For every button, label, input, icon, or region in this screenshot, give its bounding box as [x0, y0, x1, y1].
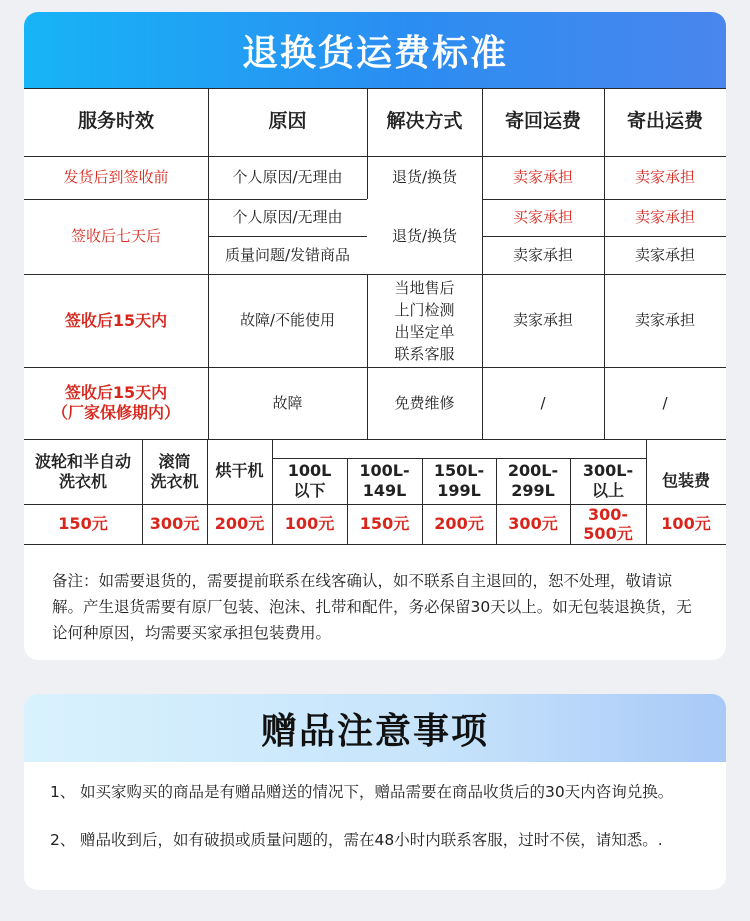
gift-item — [50, 828, 710, 852]
return-policy-card — [24, 12, 726, 660]
row1-reason: 个人原因/无理由 — [232, 168, 343, 187]
row3-return-fee: 卖家承担 — [512, 311, 573, 330]
pack-header-fee: 包装费 — [661, 470, 710, 490]
gift-item — [50, 780, 710, 804]
return-policy-title: 退换货运费标准 — [24, 12, 726, 88]
pack-price-fee: 100元 — [661, 514, 711, 533]
pack-header-300l: 300L- 以上 — [582, 461, 634, 500]
pack-header-149l: 100L- 149L — [359, 461, 410, 500]
row4-send-fee: / — [662, 393, 668, 412]
row4-solution: 免费维修 — [394, 393, 455, 412]
row2a-send-fee: 卖家承担 — [634, 208, 695, 227]
gift-item-number: 2、 — [50, 831, 76, 849]
gift-notice-title: 赠品注意事项 — [24, 694, 726, 762]
pack-price-pulsator: 150元 — [58, 514, 108, 533]
row4-return-fee: / — [540, 393, 546, 412]
remark-text: 备注：如需要退货的，需要提前联系在线客确认，如不联系自主退回的，恕不处理，敬请谅解。产生退货需要有原厂包装、泡沫、扎带和配件，务必保留30天以上。如无包装退换货，无论何种原因，均需要买家承担包装费用。 — [52, 572, 692, 642]
row4-reason: 故障 — [272, 393, 303, 412]
pack-price-149l: 150元 — [359, 514, 410, 533]
header-service-time: 服务时效 — [77, 110, 154, 133]
pack-header-299l: 200L- 299L — [507, 461, 559, 500]
pack-price-100l: 100元 — [284, 514, 335, 533]
header-reason: 原因 — [268, 110, 307, 133]
pack-price-300l: 300- 500元 — [583, 505, 633, 543]
header-send-fee: 寄出运费 — [626, 110, 703, 133]
pack-price-drum: 300元 — [149, 514, 200, 533]
row3-send-fee: 卖家承担 — [634, 311, 695, 330]
row1-solution: 退货/换货 — [391, 168, 458, 187]
row3-solution: 当地售后 上门检测 出坚定单 联系客服 — [394, 278, 455, 363]
row3-time: 签收后15天内 — [64, 310, 168, 330]
pack-price-299l: 300元 — [508, 514, 558, 533]
row4-time: 签收后15天内 （厂家保修期内） — [51, 383, 180, 422]
pack-header-199l: 150L- 199L — [433, 461, 485, 500]
row1-time: 发货后到签收前 — [63, 168, 169, 187]
row2-solution: 退货/换货 — [367, 199, 482, 274]
row2a-reason: 个人原因/无理由 — [232, 208, 343, 227]
pack-header-100l: 100L 以下 — [287, 461, 332, 500]
pack-price-dryer: 200元 — [214, 514, 265, 533]
row2-time: 签收后七天后 — [70, 227, 161, 246]
row3-reason: 故障/不能使用 — [239, 311, 336, 330]
row2b-send-fee: 卖家承担 — [634, 245, 695, 264]
gift-item-number: 1、 — [50, 783, 76, 801]
pack-header-drum: 滚筒 洗衣机 — [150, 451, 199, 491]
row1-send-fee: 卖家承担 — [634, 168, 695, 187]
gift-notice-card — [24, 694, 726, 890]
row1-return-fee: 卖家承担 — [512, 168, 573, 187]
pack-header-dryer: 烘干机 — [215, 461, 264, 480]
row2a-return-fee: 买家承担 — [512, 208, 573, 227]
pack-price-199l: 200元 — [434, 514, 484, 533]
row2b-return-fee: 卖家承担 — [512, 245, 573, 264]
header-solution: 解决方式 — [386, 110, 463, 133]
pack-header-pulsator: 波轮和半自动 洗衣机 — [34, 451, 131, 491]
gift-item-text: 赠品收到后，如有破损或质量问题的，需在48小时内联系客服，过时不侯，请知悉。. — [80, 831, 663, 849]
header-return-fee: 寄回运费 — [504, 110, 581, 133]
row2b-reason: 质量问题/发错商品 — [224, 245, 351, 264]
gift-item-text: 如买家购买的商品是有赠品赠送的情况下，赠品需要在商品收货后的30天内咨询兑换。 — [80, 783, 674, 801]
